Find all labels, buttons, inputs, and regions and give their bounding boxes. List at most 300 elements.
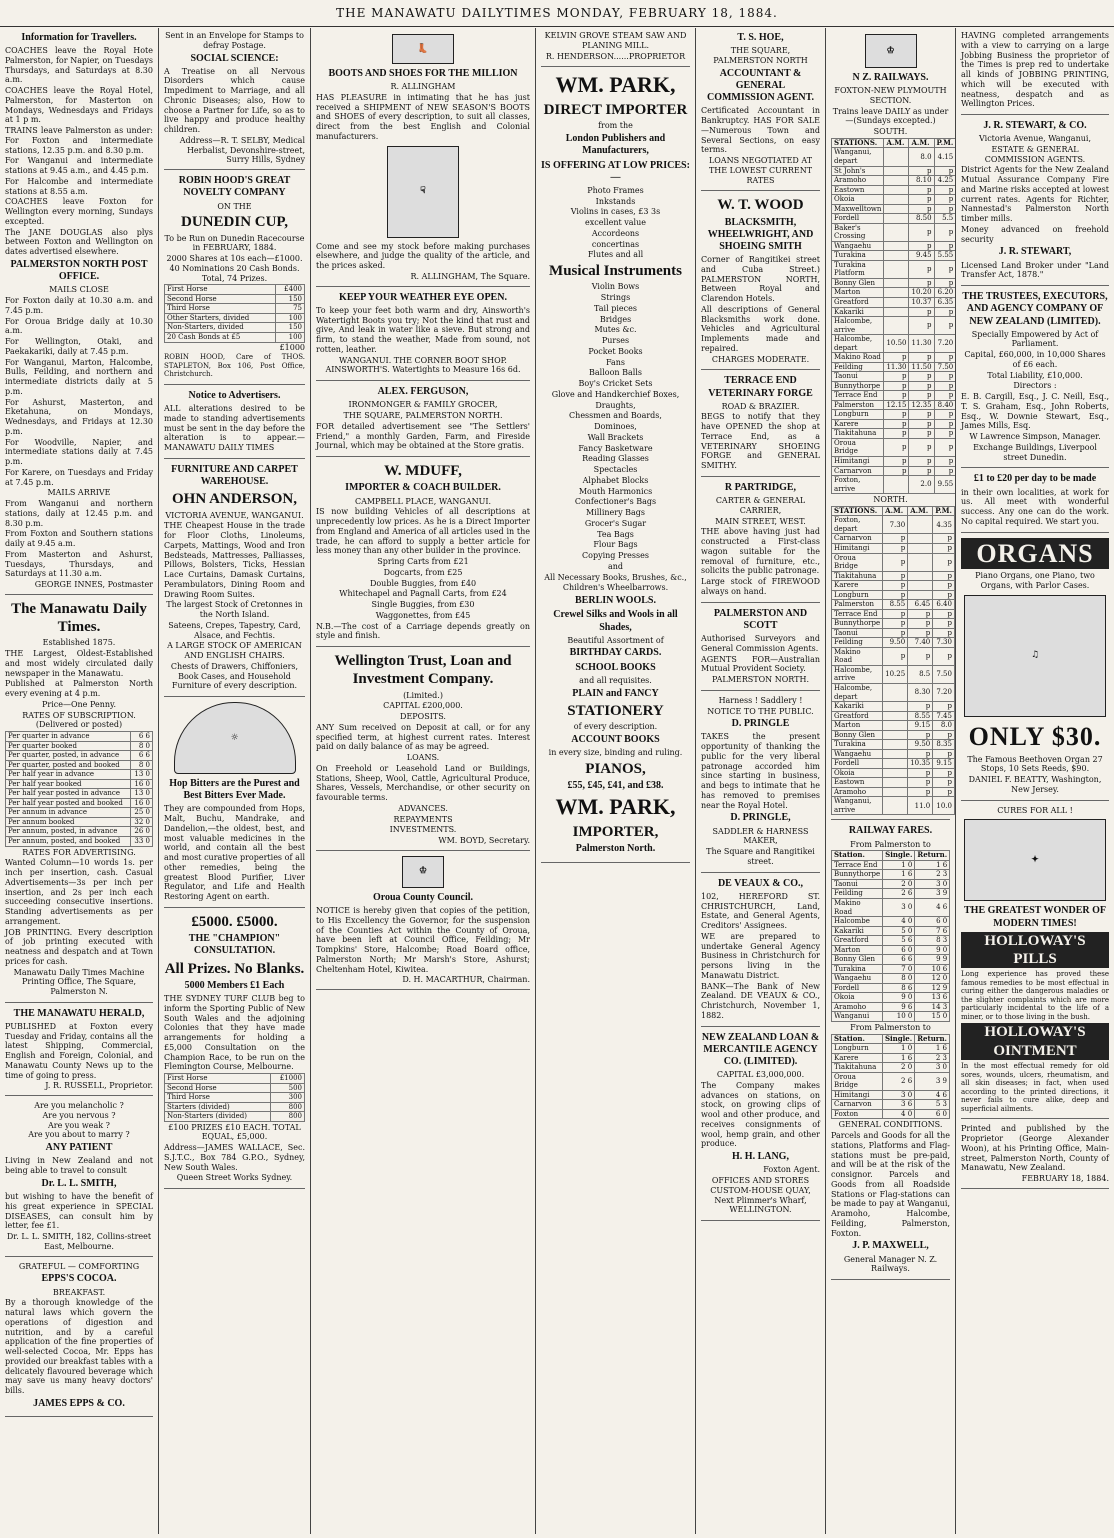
rates-title: RATES OF SUBSCRIPTION. (Delivered or posted) xyxy=(22,710,136,730)
consult-sub: All Prizes. No Blanks. xyxy=(164,960,305,977)
pringle-address: The Square and Rangitikei street. xyxy=(706,847,815,866)
melancholy-line: Are you weak ? xyxy=(48,1120,110,1130)
furniture-title: FURNITURE AND CARPET WAREHOUSE. xyxy=(171,463,298,488)
table-cell: 100 xyxy=(275,333,304,343)
table-cell: 9.55 xyxy=(934,476,955,494)
nz-loan-title: NEW ZEALAND LOAN & MERCANTILE AGENCY CO. (LIMITED). xyxy=(701,1031,820,1067)
table-cell: 8.35 xyxy=(933,740,955,750)
park-from: from the xyxy=(598,121,633,131)
table-cell: 1 0 xyxy=(883,860,915,870)
table-cell: 7 0 xyxy=(883,964,915,974)
subscription-rate-row xyxy=(6,827,153,837)
table-cell: Kakariki xyxy=(832,307,884,317)
table-cell: Fordell xyxy=(832,214,884,224)
column-6 xyxy=(825,28,955,1534)
table-cell: p xyxy=(909,185,934,195)
table-cell: Per half year booked xyxy=(6,779,131,789)
column-2 xyxy=(158,28,310,1534)
table-cell: p xyxy=(909,223,934,241)
park-item: Reading Glasses xyxy=(582,454,649,464)
table-cell: Halcombe xyxy=(832,917,883,927)
table-cell: p xyxy=(909,278,934,288)
fares-from: From Palmerston to xyxy=(850,839,931,849)
loans-text: On Freehold or Leasehold Land or Buildings, Stations, Sheep, Wool, Cattle, Agricultural Produce, Shares, Vessels, Merchandise, or other security on favourable terms. xyxy=(316,763,530,803)
ainsworth-ad xyxy=(316,292,530,381)
mduff-sub: IMPORTER & COACH BUILDER. xyxy=(345,482,501,494)
cart-price: Single Buggies, from £30 xyxy=(371,600,475,610)
table-cell: 2 0 xyxy=(882,1063,914,1073)
table-cell: p xyxy=(909,195,934,205)
table-cell: 14 3 xyxy=(915,1002,950,1012)
holloway-illustration: ✦ xyxy=(964,819,1106,901)
south-train-row xyxy=(832,419,956,429)
table-cell: Turakina xyxy=(832,740,883,750)
epps-name: EPPS'S COCOA. xyxy=(41,1273,117,1285)
offices-text: OFFICES AND STORES CUSTOM-HOUSE QUAY, Next Plimmer's Wharf, WELLINGTON. xyxy=(710,1176,811,1215)
table-cell: p xyxy=(934,410,955,420)
birthday-pre: Beautiful Assortment of xyxy=(567,635,664,645)
cretonne-text: The largest Stock of Cretonnes in the North Island. xyxy=(166,600,303,619)
oroua-sign: D. H. MACARTHUR, Chairman. xyxy=(402,975,530,985)
partridge-address: MAIN STREET, WEST. xyxy=(715,516,806,526)
notice-advertisers xyxy=(164,390,305,459)
column-1 xyxy=(0,28,158,1534)
table-cell: p xyxy=(883,534,908,544)
table-cell: 1 6 xyxy=(883,870,915,880)
table-cell: 13 6 xyxy=(915,993,950,1003)
trust-sign: WM. BOYD, Secretary. xyxy=(438,836,530,846)
park-item: Mouth Harmonics xyxy=(578,486,653,496)
table-cell: p xyxy=(934,391,955,401)
pringle-name: D. PRINGLE xyxy=(731,718,790,730)
column-5 xyxy=(695,28,825,1534)
table-cell: 12 9 xyxy=(915,983,950,993)
table-cell xyxy=(908,553,933,571)
table-cell: 150 xyxy=(275,323,304,333)
consult-prize-row xyxy=(165,1083,305,1093)
table-cell: p xyxy=(908,768,933,778)
rail-title: N Z. RAILWAYS. xyxy=(852,72,929,83)
mails-close-line: For Woodville, Napier, and intermediate stations daily at 7.45 p.m. xyxy=(5,437,153,467)
hop-bitters-title: Hop Bitters are the Purest and Best Bitters Ever Made. xyxy=(169,778,300,802)
table-cell: p xyxy=(908,647,933,665)
travellers-line: COACHES leave Foxton for Wellington every morning, Sundays excepted. xyxy=(5,197,153,226)
table-cell: Greatford xyxy=(832,711,883,721)
mduff-address: CAMPBELL PLACE, WANGANUI. xyxy=(354,496,492,506)
table-cell: 7.20 xyxy=(933,683,955,701)
subscription-rate-row xyxy=(6,760,153,770)
coat-of-arms-icon: ♔ xyxy=(402,856,444,888)
hop-bitters-text: They are compounded from Hops, Malt, Buchu, Mandrake, and Dandelion,—the oldest, best, and most valuable medicines in the world, and contain all the best and most curative properties of all other remedies, being the greatest Blood Purifier, Liver Regulator, and Life and Health Restoring Agent on earth. xyxy=(164,804,305,902)
firewood-text: Large stock of FIREWOOD always on hand. xyxy=(701,577,820,596)
table-cell: 8.50 xyxy=(909,214,934,224)
pounds-title: £1 to £20 per day to be made xyxy=(973,473,1097,485)
robin-prize-row xyxy=(165,304,305,314)
table-cell: 6.45 xyxy=(908,600,933,610)
fare-2-row xyxy=(832,1100,950,1110)
forge-title: TERRACE END VETERINARY FORGE xyxy=(708,375,813,399)
fare-row xyxy=(832,964,950,974)
pringle-ad xyxy=(701,696,820,873)
park-item: Bridges xyxy=(599,314,632,324)
south-train-row xyxy=(832,251,956,261)
ps-name: PALMERSTON AND SCOTT xyxy=(713,607,808,631)
table-cell: 4.35 xyxy=(933,516,955,534)
wood-address: Corner of Rangitikei street and Cuba Street.) PALMERSTON NORTH, Between Royal and Clarendon Hotels. xyxy=(701,255,820,304)
park-item: Purses xyxy=(601,336,630,346)
robin-on: ON THE xyxy=(217,201,252,211)
fare-2-row xyxy=(832,1090,950,1100)
trustees-paid: Total Liability, £10,000. xyxy=(987,370,1083,380)
doctor-address: Dr. L. L. SMITH, 182, Collins-street East, Melbourne. xyxy=(6,1232,152,1251)
table-cell: Kakariki xyxy=(832,702,883,712)
table-cell: p xyxy=(883,628,908,638)
table-cell: p xyxy=(933,553,955,571)
robin-sub: 2000 Shares at 10s each—£1000. 40 Nominations 20 Cash Bonds. Total, 74 Prizes. xyxy=(166,254,303,283)
table-cell xyxy=(883,730,908,740)
table-cell: Greatford xyxy=(832,936,883,946)
cart-price: Waggonettes, from £45 xyxy=(375,610,471,620)
wood-title: BLACKSMITH, WHEELWRIGHT, AND SHOEING SMITH xyxy=(707,216,814,252)
table-cell: 7.45 xyxy=(933,711,955,721)
herald-text: PUBLISHED at Foxton every Tuesday and Friday, contains all the latest Shipping, Commercial, English and Foreign, Colonial, and Manawatu County News up to the time of going to press. xyxy=(5,1021,153,1080)
subscription-rate-row xyxy=(6,817,153,827)
table-cell: p xyxy=(909,166,934,176)
north-train-row xyxy=(832,609,955,619)
table-cell xyxy=(884,260,909,278)
pringle-text: TAKES the present opportunity of thanking the public for the very liberal patronage accorded him since starting in business, and begs to intimate that he has removed to premises near the Royal Hotel. xyxy=(701,732,820,810)
adv-rates-text: Wanted Column—10 words 1s. per inch per insertion, cash. Casual Advertisements—3s per inch per insertion, and 2s per inch each succeeding consecutive insertions. Standing advertisements as per arrangement. xyxy=(5,858,153,926)
north-train-row xyxy=(832,778,955,788)
table-cell: p xyxy=(908,628,933,638)
ointment-text: In the most effectual remedy for old sores, wounds, ulcers, rheumatism, and all skin diseases; in fact, when used according to the printed directions, it never fails to cure alike, deep and superficial ailments. xyxy=(961,1062,1109,1113)
table-cell: Marton xyxy=(832,945,883,955)
oroua-text: NOTICE is hereby given that copies of the petition, to His Excellency the Governor, for the suspension of the Counties Act within the County of Oroua, have been left at Council Office, Feilding; Mr Tompkins' Store, Halcombe; Road Board office, Palmerston North; Mr Marsh's Store, Ashurst; Cheltenham Hotel, Kiwitea. xyxy=(316,906,530,974)
trustees-capital: Capital, £60,000, in 10,000 Shares of £6 each. xyxy=(964,350,1106,369)
fare-2-row xyxy=(832,1044,950,1054)
mduff-ad xyxy=(316,462,530,647)
table-cell: 26 0 xyxy=(131,827,153,837)
organ-detail: The Famous Beethoven Organ 27 Stops, 10 Sets Reeds, $90. xyxy=(967,754,1103,774)
table-cell: Halcombe, depart xyxy=(832,683,883,701)
table-cell: Longburn xyxy=(832,1044,883,1054)
subscription-rate-row xyxy=(6,808,153,818)
subscription-rate-row xyxy=(6,770,153,780)
ferguson-name: ALEX. FERGUSON, xyxy=(377,386,469,398)
column-header: Single. xyxy=(882,1034,914,1044)
table-cell xyxy=(884,297,909,307)
table-cell: 3 0 xyxy=(883,899,915,917)
table-cell: 10.20 xyxy=(909,288,934,298)
park-item: Violins in cases, £3 3s xyxy=(570,207,661,217)
south-train-row xyxy=(832,362,956,372)
robin-title: ROBIN HOOD'S GREAT NOVELTY COMPANY xyxy=(178,175,291,199)
table-cell xyxy=(883,768,908,778)
table-cell: Turakina xyxy=(832,964,883,974)
park-music: Musical Instruments xyxy=(549,263,682,280)
table-cell: p xyxy=(934,195,955,205)
north-train-row xyxy=(832,702,955,712)
table-cell: Carnarvon xyxy=(832,534,883,544)
fare-row xyxy=(832,955,950,965)
table-cell: p xyxy=(934,381,955,391)
north-train-row xyxy=(832,711,955,721)
social-address: Address—R. T. SELBY, Medical Herbalist, Devonshire-street, Surry Hills, Sydney xyxy=(179,135,305,165)
table-cell: p xyxy=(909,438,934,456)
carts-list xyxy=(316,557,530,621)
table-cell: 10 6 xyxy=(915,964,950,974)
mails-arrive-lines xyxy=(5,499,153,579)
subscription-rate-row xyxy=(6,798,153,808)
table-cell: p xyxy=(933,619,955,629)
epps-tagline: GRATEFUL — COMFORTING xyxy=(18,1261,140,1271)
column-header: Return. xyxy=(915,1034,950,1044)
robin-prize-row xyxy=(165,323,305,333)
holloway-ointment: HOLLOWAY'S OINTMENT xyxy=(961,1023,1109,1060)
pianos: PIANOS, xyxy=(585,760,646,777)
table-cell: 25 0 xyxy=(131,808,153,818)
table-cell: Palmerston xyxy=(832,400,884,410)
table-cell: Turakina xyxy=(832,251,884,261)
table-cell: p xyxy=(908,702,933,712)
table-cell: p xyxy=(908,730,933,740)
table-cell: 10.37 xyxy=(909,297,934,307)
fares-from-2: From Palmerston to xyxy=(850,1022,931,1032)
table-cell: Marton xyxy=(832,721,883,731)
table-cell: 800 xyxy=(270,1102,304,1112)
table-cell: Bonny Glen xyxy=(832,955,883,965)
stewart-money: Money advanced on freehold security xyxy=(961,224,1109,244)
stewart-address: Victoria Avenue, Wanganui, xyxy=(979,134,1091,144)
school-books: SCHOOL BOOKS xyxy=(575,661,656,673)
table-cell: 8.55 xyxy=(908,711,933,721)
south-train-row xyxy=(832,204,956,214)
melancholy-line: Are you nervous ? xyxy=(42,1110,116,1120)
table-cell: p xyxy=(934,466,955,476)
champion-consultation-ad xyxy=(164,913,305,1189)
fare-row xyxy=(832,917,950,927)
column-header: STATIONS. xyxy=(832,506,883,516)
weather-text: To keep your feet both warm and dry, Ainsworth's Watertight Boots you try; Not the kind that rust and give, And leak in water like a sieve. But strong and firm, to stand the weather, Made from sound, not rotten, leather. xyxy=(316,305,530,354)
table-cell: Starters (divided) xyxy=(165,1102,271,1112)
table-cell: Wanganui xyxy=(832,1012,883,1022)
table-cell: Maxwelltown xyxy=(832,204,884,214)
table-cell: 2 6 xyxy=(882,1072,914,1090)
park-item: Glove and Handkerchief Boxes, xyxy=(551,389,680,399)
table-cell: Karere xyxy=(832,1053,883,1063)
cart-price: Dogcarts, from £25 xyxy=(383,567,463,577)
table-cell: 7.40 xyxy=(908,638,933,648)
table-cell: 2.0 xyxy=(909,476,934,494)
forge-text: BEGS to notify that they have OPENED the shop at Terrace End, as a VETERINARY SHOEING FORGE and GENERAL SMITHY. xyxy=(701,412,820,471)
epps-text: By a thorough knowledge of the natural laws which govern the operations of digestion and nutrition, and by a careful application of the fine properties of well-selected Cocoa, Mr. Epps has provided our breakfast tables with a delicately flavoured beverage which may save us many heavy doctors' bills. xyxy=(5,1298,153,1396)
table-cell xyxy=(884,204,909,214)
table-cell: p xyxy=(908,778,933,788)
stewart-sub: ESTATE & GENERAL COMMISSION AGENTS. xyxy=(984,144,1086,164)
table-cell: 3 0 xyxy=(915,879,950,889)
table-cell: 7.30 xyxy=(933,638,955,648)
robin-prizes-table xyxy=(164,284,305,342)
robin-prize-row xyxy=(165,333,305,343)
table-cell: 1 6 xyxy=(882,1053,914,1063)
park-item: Strings xyxy=(600,293,631,303)
table-cell: p xyxy=(909,381,934,391)
partridge-text: THE above having just had constructed a First-class wagon suitable for the removal of furniture, etc., solicits the public patronage. xyxy=(701,527,820,576)
consult-price: £5000. £5000. xyxy=(191,913,278,930)
mails-arrive-line: From Masterton and Ashurst, Tuesdays, Thursdays, and Saturdays at 11.30 a.m. xyxy=(5,549,153,579)
table-cell: 3 9 xyxy=(915,889,950,899)
travellers-title: Information for Travellers. xyxy=(21,32,137,43)
table-cell: Fordell xyxy=(832,983,883,993)
south-train-row xyxy=(832,381,956,391)
table-cell: Wanganui, arrive xyxy=(832,797,883,815)
table-cell: p xyxy=(934,307,955,317)
north-train-row xyxy=(832,638,955,648)
fare-row xyxy=(832,899,950,917)
column-header: A.M. xyxy=(908,506,933,516)
north-train-row xyxy=(832,516,955,534)
north-train-header xyxy=(832,506,955,516)
table-cell: Baker's Crossing xyxy=(832,223,884,241)
mails-arrive-line: From Wanganui and northern stations, daily at 12.45 p.m. and 8.30 p.m. xyxy=(5,499,153,528)
stewart-name-2: J. R. STEWART, xyxy=(998,246,1072,258)
south-train-row xyxy=(832,195,956,205)
trust-ad xyxy=(316,652,530,851)
consult-title: THE "CHAMPION" CONSULTATION. xyxy=(188,933,281,957)
jobbing-ad xyxy=(961,31,1109,115)
table-cell: Karere xyxy=(832,581,883,591)
table-cell: 5 0 xyxy=(883,926,915,936)
table-cell: p xyxy=(933,702,955,712)
north-train-row xyxy=(832,590,955,600)
table-cell: 7.50 xyxy=(933,665,955,683)
table-cell: 6 6 xyxy=(131,751,153,761)
having-text: HAVING completed arrangements with a view to carrying on a large Jobbing Business the proprietor of the Times is prep red to undertake all kinds of JOBBING PRINTING, which will be executed with neatness, despatch and as Wellington Prices. xyxy=(961,31,1109,109)
table-cell: 5 6 xyxy=(883,936,915,946)
lang-name: H. H. LANG, xyxy=(732,1151,789,1163)
park-offer: IS OFFERING AT LOW PRICES:— xyxy=(541,159,690,183)
table-cell: 6 0 xyxy=(915,1109,950,1119)
north-train-row xyxy=(832,647,955,665)
table-cell xyxy=(884,476,909,494)
paper-published: Published at Palmerston North every evening at 4 p.m. xyxy=(5,679,153,699)
nz-capital: CAPITAL £3,000,000. xyxy=(716,1070,805,1080)
table-cell: Wanganui, depart xyxy=(832,148,884,166)
north-title: NORTH. xyxy=(873,495,908,505)
table-cell xyxy=(883,749,908,759)
table-cell: 8.40 xyxy=(934,400,955,410)
north-train-row xyxy=(832,534,955,544)
park-item: excellent value xyxy=(585,218,646,228)
plain-fancy: PLAIN and FANCY xyxy=(572,687,659,699)
park-item: All Necessary Books, Brushes, &c., xyxy=(544,572,687,582)
fare-row xyxy=(832,1002,950,1012)
organs-ad xyxy=(961,538,1109,801)
consult-prizes-table xyxy=(164,1073,305,1122)
notice-title: Notice to Advertisers. xyxy=(188,389,281,401)
table-cell xyxy=(884,148,909,166)
table-cell: p xyxy=(934,278,955,288)
table-cell: Per half year posted in advance xyxy=(6,789,131,799)
table-cell: 150 xyxy=(275,294,304,304)
south-train-row xyxy=(832,307,956,317)
table-cell: p xyxy=(934,429,955,439)
table-cell: 11.50 xyxy=(909,362,934,372)
park-items-2 xyxy=(541,282,690,593)
table-cell: Tiakitahuna xyxy=(832,1063,883,1073)
fares-table-2 xyxy=(831,1034,950,1120)
consult-address: Address—JAMES WALLACE, Sec. S.J.T.C., Box 784 G.P.O., Sydney, New South Wales. xyxy=(164,1143,305,1172)
mails-arrive-title: MAILS ARRIVE xyxy=(47,488,111,498)
table-cell xyxy=(908,590,933,600)
table-cell: £1000 xyxy=(270,1074,304,1084)
kelvin-sign: R. HENDERSON......PROPRIETOR xyxy=(545,51,686,61)
table-cell: p xyxy=(909,241,934,251)
park-item: Fancy Basketware xyxy=(578,443,653,453)
table-cell: p xyxy=(934,185,955,195)
north-train-row xyxy=(832,787,955,797)
fares-ad xyxy=(831,825,950,1280)
north-train-row xyxy=(832,768,955,778)
table-cell: 12.15 xyxy=(884,400,909,410)
south-train-row xyxy=(832,353,956,363)
table-cell: 11.30 xyxy=(884,362,909,372)
footer-text: Printed and published by the Proprietor (George Alexander Woon), at his Printing Office, Main-street, Palmerston North, County of Manawatu, New Zealand. xyxy=(961,1124,1109,1173)
table-cell: Halcombe, depart xyxy=(832,335,884,353)
paper-title: The Manawatu Daily Times. xyxy=(11,600,147,636)
maxwell-sign: J. P. MAXWELL, xyxy=(852,1240,929,1252)
directors-text: E. B. Cargill, Esq., J. C. Neill, Esq., T. S. Graham, Esq., John Roberts, Esq., W. Downie Stewart, Esq., James Mills, Esq. xyxy=(961,392,1109,431)
table-cell: p xyxy=(909,391,934,401)
north-train-row xyxy=(832,553,955,571)
table-cell: p xyxy=(934,457,955,467)
table-cell: 8 0 xyxy=(883,974,915,984)
table-cell: 1 6 xyxy=(915,860,950,870)
cart-price: Whitechapel and Pagnall Carts, from £24 xyxy=(339,589,507,599)
south-train-row xyxy=(832,185,956,195)
park-item: Chessmen and Boards, xyxy=(569,411,662,421)
table-cell: p xyxy=(909,419,934,429)
subscription-rate-row xyxy=(6,741,153,751)
table-cell: 6 0 xyxy=(883,945,915,955)
table-cell: Himitangi xyxy=(832,457,884,467)
pointing-hand-icon: ☟ xyxy=(387,146,459,238)
north-train-row xyxy=(832,730,955,740)
pringle-name-2: D. PRINGLE, xyxy=(730,812,791,824)
south-train-row xyxy=(832,466,956,476)
table-cell: Bonny Glen xyxy=(832,278,884,288)
park-item: Pocket Books xyxy=(588,346,643,356)
table-cell: 9 0 xyxy=(915,945,950,955)
trustees-ad xyxy=(961,291,1109,468)
holloway-text: Long experience has proved these famous remedies to be most effectual in curing either the dangerous maladies or the slighter complaints which are more particularly incidental to the life of a miner, or to those living in the bush. xyxy=(961,970,1109,1021)
table-cell: p xyxy=(883,544,908,554)
epps-sign: JAMES EPPS & CO. xyxy=(33,1397,125,1409)
column-4 xyxy=(535,28,695,1534)
table-cell xyxy=(884,241,909,251)
ainsworth-text: WANGANUI. THE CORNER BOOT SHOP. AINSWORTH'S. Watertights to Measure 16s 6d. xyxy=(325,355,521,375)
table-cell: 5.55 xyxy=(934,251,955,261)
fare-header xyxy=(832,851,950,861)
table-cell: p xyxy=(909,307,934,317)
wood-ad xyxy=(701,196,820,370)
south-timetable xyxy=(831,138,955,494)
wood-text: All descriptions of General Blacksmiths work done. Vehicles and Agricultural Implements made and repaired. xyxy=(701,304,820,353)
south-train-row xyxy=(832,223,956,241)
fare-2-row xyxy=(832,1109,950,1119)
hoe-loans: LOANS NEGOTIATED AT THE LOWEST CURRENT RATES xyxy=(708,156,813,185)
table-cell: p xyxy=(909,372,934,382)
